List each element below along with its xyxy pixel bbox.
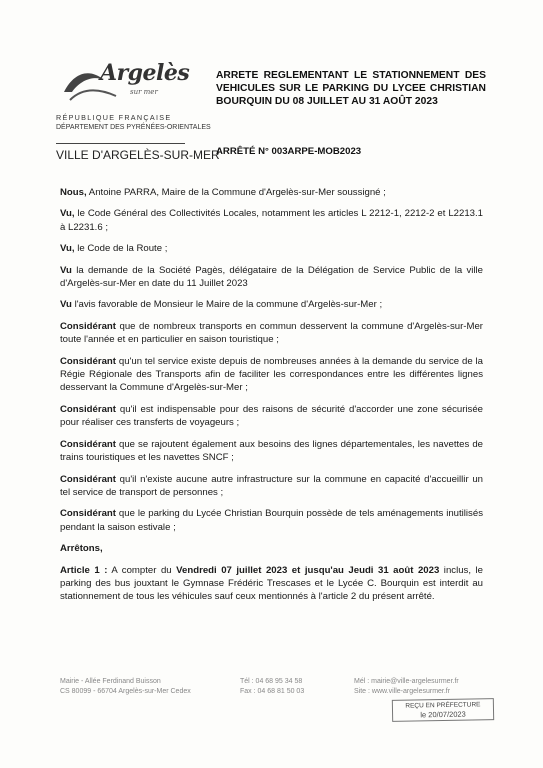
footer-fax: Fax : 04 68 81 50 03 [240,688,305,695]
paragraph-considerant-5: Considérant qu'il n'existe aucune autre infrastructure sur la commune en capacité d'accueillir un tel service de transport de personnes ; [60,473,483,498]
footer-address-line-1: Mairie - Allée Ferdinand Buisson [60,678,161,685]
stamp-title: REÇU EN PRÉFECTURE [405,701,481,710]
prefecture-stamp [392,698,494,722]
paragraph-vu-avis: Vu l'avis favorable de Monsieur le Maire de la commune d'Argelès-sur-Mer ; [60,299,383,311]
footer-mail: Mél : mairie@ville-argelesurmer.fr [354,678,459,685]
stamp-date: le 20/07/2023 [420,709,466,720]
arrete-number: ARRÊTÉ N° 003ARPE-MOB2023 [216,146,362,157]
footer-address [60,677,191,697]
footer-tel: Tél : 04 68 95 34 58 [240,678,303,685]
footer-contact [354,677,459,697]
paragraph-nous: Nous, Antoine PARRA, Maire de la Commune d'Argelès-sur-Mer soussigné ; [60,187,386,198]
paragraph-considerant-1: Considérant que de nombreux transports en commun desservent la commune d'Argelès-sur-Mer toute l'année et en particulier en saison touristique ; [60,320,483,346]
footer-site: Site : www.ville-argelesurmer.fr [354,688,451,695]
logo-subtext: sur mer [130,88,158,96]
paragraph-considerant-6: Considérant que le parking du Lycée Christian Bourquin possède de tels aménagements inutilisés pendant la saison estivale ; [60,508,483,533]
ville-name: VILLE D'ARGELÈS-SUR-MER [56,143,185,162]
article-1: Article 1 : A compter du Vendredi 07 juillet 2023 et jusqu'au Jeudi 31 août 2023 inclus, le parking des bus jouxtant le Gymnase Frédéric Trescases et le Lycée C. Bourquin est interdit au stationnement de tous les véhicules sauf ceux mentionnés à l'article 2 du présent arrêté. [60,564,483,603]
paragraph-considerant-2: Considérant qu'un tel service existe depuis de nombreuses années à la demande du service de la Régie Régionale des Transports afin de faciliter les correspondances entre les différentes lignes desservant la Commune d'Argelès-sur-Mer ; [60,355,483,394]
paragraph-considerant-4: Considérant que se rajoutent également aux besoins des lignes départementales, les navettes de trains touristiques et les navettes SNCF ; [60,438,483,464]
document-title: ARRETE REGLEMENTANT LE STATIONNEMENT DES VEHICULES SUR LE PARKING DU LYCEE CHRISTIAN BOURQUIN DU 08 JUILLET AU 31 AOÛT 2023 [216,70,486,107]
footer-address-line-2: CS 80099 - 66704 Argelès-sur-Mer Cedex [60,688,191,695]
republique-francaise: RÉPUBLIQUE FRANÇAISE [56,113,172,122]
paragraph-vu-demande: Vu la demande de la Société Pagès, délégataire de la Délégation de Service Public de la ville d'Argelès-sur-Mer en date du 11 Juillet 2023 [60,264,483,290]
paragraph-vu-cgcl: Vu, le Code Général des Collectivités Locales, notamment les articles L 2212-1, 2212-2 et L2213.1 à L2231.6 ; [60,208,483,233]
argeles-logo [60,58,190,112]
arretons-heading: Arrêtons, [60,543,103,555]
paragraph-considerant-3: Considérant qu'il est indispensable pour des raisons de sécurité d'accorder une zone sécurisée pour réaliser ces transferts de voyageurs ; [60,403,483,429]
document-body [60,186,483,612]
footer-phone [240,677,304,697]
departement: DÉPARTEMENT DES PYRÉNÉES-ORIENTALES [56,124,211,131]
logo-text: Argelès [100,60,190,86]
paragraph-vu-code-route: Vu, le Code de la Route ; [60,243,168,255]
